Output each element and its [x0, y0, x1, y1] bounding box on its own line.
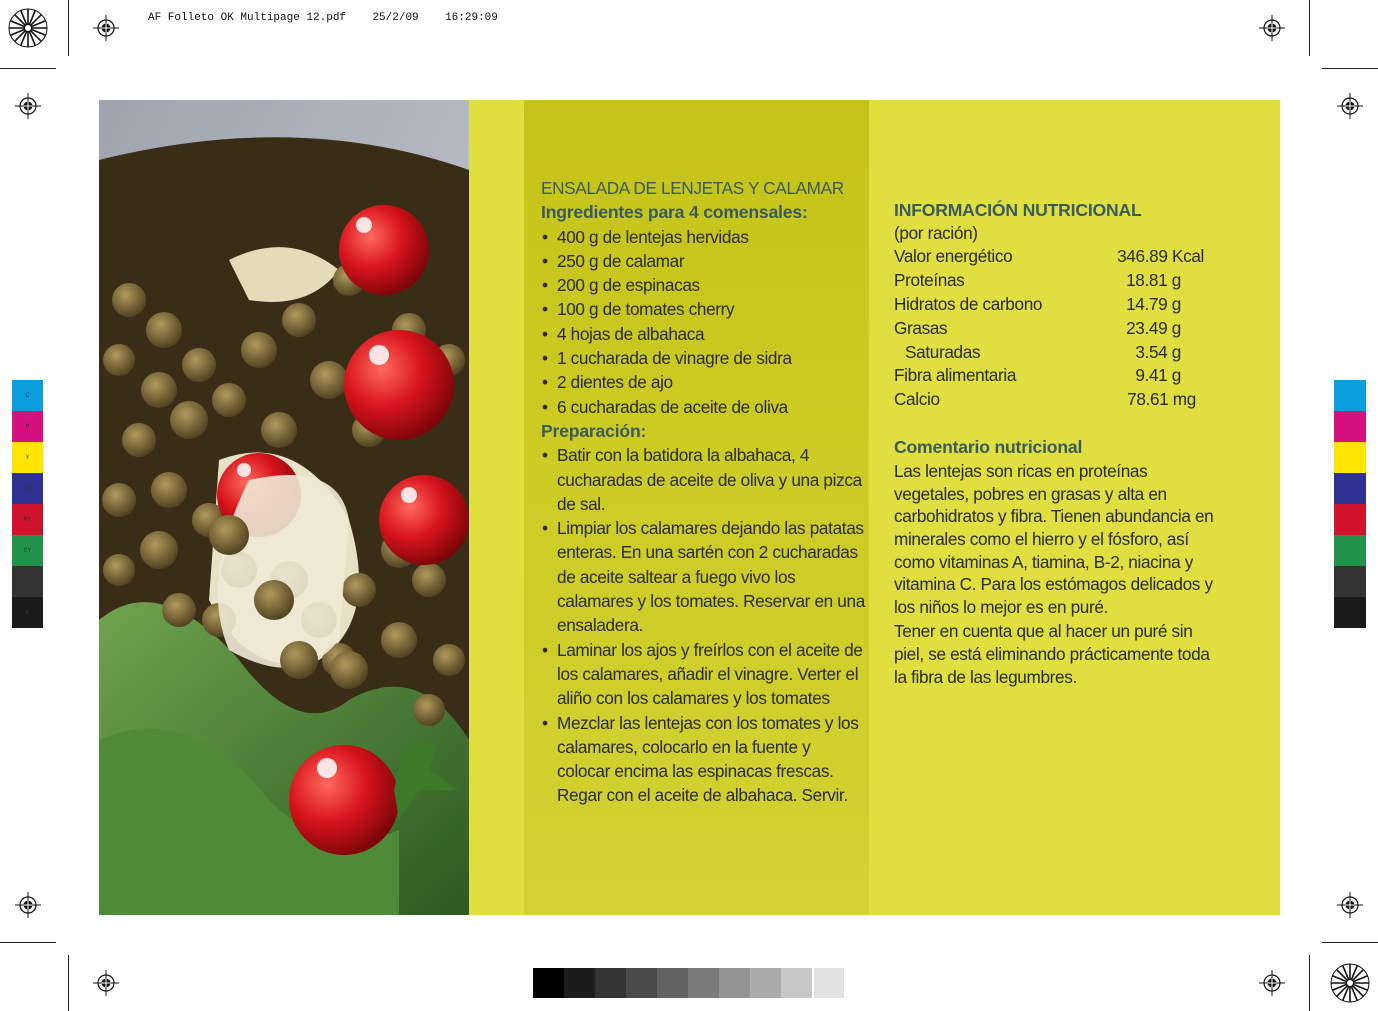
recipe-column — [541, 176, 866, 808]
registration-mark-icon — [15, 93, 41, 119]
registration-mark-icon — [93, 970, 119, 996]
ingredient-item: • 250 g de calamar — [541, 249, 866, 273]
ingredient-item: • 1 cucharada de vinagre de sidra — [541, 346, 866, 370]
salad-photo — [99, 100, 469, 915]
color-swatch: CMY — [12, 566, 43, 597]
registration-mark-icon — [93, 15, 119, 41]
comment-paragraph: Tener en cuenta que al hacer un puré sin piel, se está eliminando prácticamente toda la fibra de las legumbres. — [894, 621, 1210, 687]
registration-mark-icon — [15, 892, 41, 918]
print-slug — [148, 12, 498, 24]
registration-mark-icon — [1337, 892, 1363, 918]
nutrition-comment — [894, 434, 1214, 688]
nutrition-row — [894, 388, 1214, 412]
nutrition-heading: INFORMACIÓN NUTRICIONAL — [894, 200, 1142, 220]
registration-mark-icon — [1337, 93, 1363, 119]
ingredient-item: • 6 cucharadas de aceite de oliva — [541, 395, 866, 419]
nutrition-value: 346.89 Kcal — [1117, 246, 1204, 266]
nutrition-label: Grasas — [894, 317, 948, 338]
ingredients-list — [541, 225, 866, 419]
nutrition-value: 23.49 g — [1126, 317, 1181, 338]
color-swatch: Y — [12, 442, 43, 473]
color-swatch: K — [12, 597, 43, 628]
slug-date: 25/2/09 — [372, 12, 419, 24]
registration-mark-icon — [1259, 15, 1285, 41]
nutrition-row — [894, 364, 1214, 388]
comment-heading: Comentario nutricional — [894, 437, 1083, 458]
step-item: • Laminar los ajos y freírlos con el aceite de los calamares, añadir el vinagre. Verter el aliño con los calamares y los tomates — [541, 638, 866, 711]
color-swatch: C — [12, 380, 43, 411]
color-swatch: M — [12, 411, 43, 442]
ingredient-item: • 200 g de espinacas — [541, 273, 866, 297]
nutrition-row — [894, 317, 1214, 341]
nutrition-label: Proteínas — [894, 269, 965, 290]
nutrition-row — [894, 293, 1214, 317]
steps-list — [541, 443, 866, 807]
nutrition-column — [894, 199, 1214, 690]
nutrition-value: 18.81 g — [1126, 269, 1181, 290]
preparation-heading: Preparación: — [541, 420, 647, 441]
nutrition-label: Fibra alimentaria — [894, 365, 1017, 386]
ingredient-item: • 4 hojas de albahaca — [541, 322, 866, 346]
slug-time: 16:29:09 — [445, 12, 498, 24]
starburst-target-icon — [1330, 963, 1370, 1003]
color-swatch: CY — [12, 535, 43, 566]
ingredient-item: • 2 dientes de ajo — [541, 370, 866, 394]
ingredient-item: • 400 g de lentejas hervidas — [541, 225, 866, 249]
nutrition-label: Saturadas — [905, 341, 981, 362]
comment-paragraph: Las lentejas son ricas en proteínas vegetales, pobres en grasas y alta en carbohidratos y fibra. Tienen abundancia en minerales como el hierro y el fósforo, así como vitaminas A, tiamina, B-2, niacina y vitamina C. Para los estómagos delicados y los niños lo mejor es en puré. — [894, 461, 1214, 617]
step-item: • Limpiar los calamares dejando las patatas enteras. En una sartén con 2 cucharadas de aceite saltear a fuego vivo los calamares y los tomates. Reservar en una ensaladera. — [541, 516, 866, 637]
ingredients-heading: Ingredientes para 4 comensales: — [541, 202, 808, 223]
starburst-target-icon — [8, 8, 48, 48]
nutrition-subheading: (por ración) — [894, 223, 978, 243]
ingredient-item: • 100 g de tomates cherry — [541, 297, 866, 321]
registration-mark-icon — [1259, 970, 1285, 996]
step-item: • Mezclar las lentejas con los tomates y los calamares, colocarlo en la fuente y colocar encima las espinacas frescas. Regar con el aceite de albahaca. Servir. — [541, 711, 866, 808]
color-swatch: MY — [12, 504, 43, 535]
nutrition-value: 9.41 g — [1135, 365, 1181, 386]
step-item: • Batir con la batidora la albahaca, 4 cucharadas de aceite de oliva y una pizca de sal. — [541, 443, 866, 516]
recipe-title: ENSALADA DE LENJETAS Y CALAMAR — [541, 178, 844, 198]
nutrition-label: Valor energético — [894, 246, 1013, 266]
color-swatch: CM — [12, 473, 43, 504]
nutrition-row — [894, 341, 1214, 365]
nutrition-value: 14.79 g — [1126, 293, 1181, 314]
nutrition-label: Hidratos de carbono — [894, 293, 1043, 314]
nutrition-label: Calcio — [894, 389, 940, 410]
nutrition-row — [894, 245, 1214, 269]
nutrition-value: 78.61 mg — [1127, 389, 1196, 410]
nutrition-row — [894, 269, 1214, 293]
nutrition-value: 3.54 g — [1135, 341, 1181, 362]
slug-filename: AF Folleto OK Multipage 12.pdf — [148, 12, 347, 24]
